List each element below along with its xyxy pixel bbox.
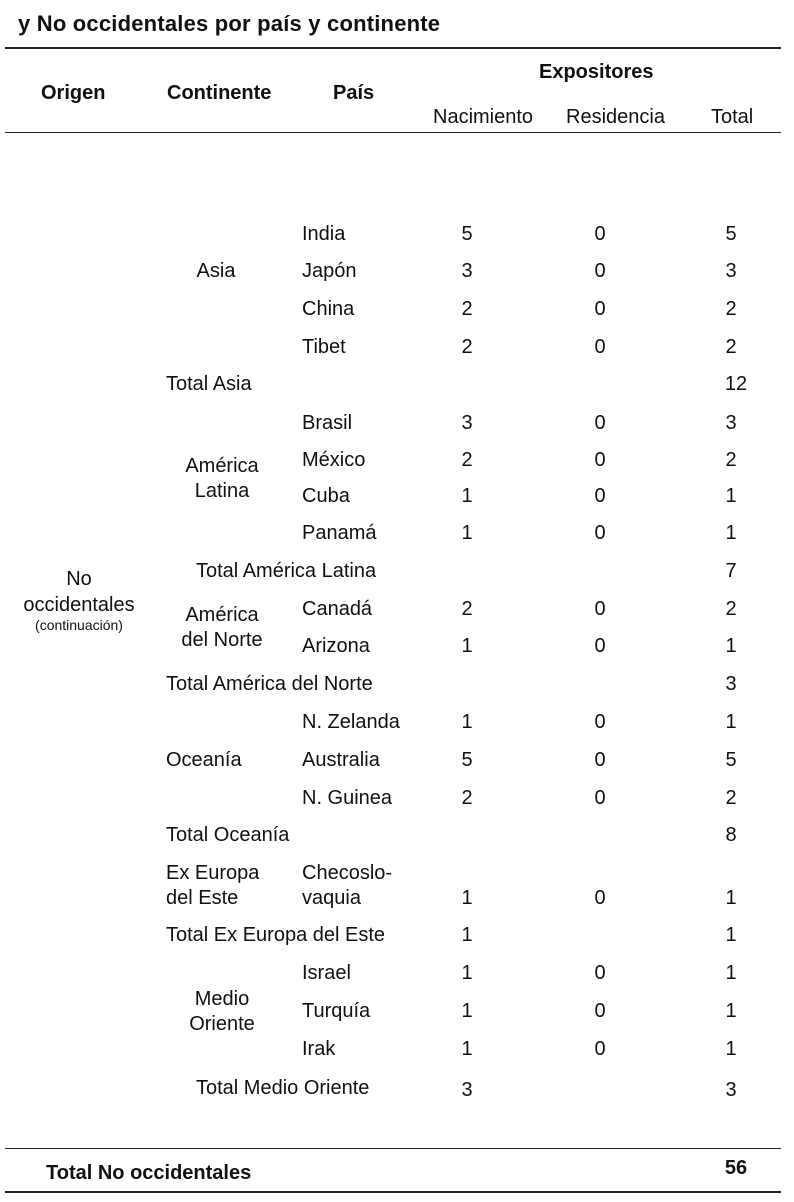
table-cell-residencia: 0 <box>594 412 606 434</box>
table-cell-total: 5 <box>725 223 737 245</box>
table-cell-nacimiento: 1 <box>461 485 473 507</box>
table-cell-residencia: 0 <box>594 1038 606 1060</box>
table-row-pais: N. Zelanda <box>302 711 400 733</box>
table-cell-nacimiento: 1 <box>461 711 473 733</box>
table-cell-total: 1 <box>725 962 737 984</box>
table-row-pais: Arizona <box>302 635 370 657</box>
table-cell-total: 2 <box>725 449 737 471</box>
table-cell-residencia: 0 <box>594 223 606 245</box>
table-row-pais: Cuba <box>302 485 350 507</box>
table-row-pais: Brasil <box>302 412 353 434</box>
header-nacimiento: Nacimiento <box>433 106 534 128</box>
total-asia-value: 12 <box>724 373 748 395</box>
table-cell-total: 1 <box>725 1000 737 1022</box>
table-cell-residencia: 0 <box>594 962 606 984</box>
table-row-pais: Tibet <box>302 336 346 358</box>
table-row-pais-line1: Checoslo- <box>302 862 393 884</box>
table-cell-total: 1 <box>725 485 737 507</box>
continent-exeuropa-line1: Ex Europa <box>166 862 260 884</box>
continent-exeuropa-line2: del Este <box>166 887 239 909</box>
table-row-pais: N. Guinea <box>302 787 393 809</box>
table-cell-residencia: 0 <box>594 449 606 471</box>
header-pais: País <box>333 82 375 104</box>
table-cell-nacimiento: 3 <box>461 260 473 282</box>
table-cell-nacimiento: 3 <box>461 412 473 434</box>
table-cell-total: 2 <box>725 598 737 620</box>
table-cell-nacimiento: 1 <box>461 1038 473 1060</box>
table-row-pais: Irak <box>302 1038 336 1060</box>
table-row-pais: Israel <box>302 962 351 984</box>
table-cell-nacimiento: 1 <box>461 1000 473 1022</box>
table-cell-nacimiento: 2 <box>461 598 473 620</box>
table-cell-nacimiento: 1 <box>461 522 473 544</box>
table-cell-residencia: 0 <box>594 787 606 809</box>
total-norte-label: Total América del Norte <box>166 673 373 695</box>
continent-medio-line2: Oriente <box>189 1013 255 1035</box>
bottom-rule <box>5 1191 781 1193</box>
table-cell-residencia: 0 <box>594 635 606 657</box>
continent-asia: Asia <box>196 260 236 282</box>
table-row-pais: Japón <box>302 260 357 282</box>
table-row-pais: Canadá <box>302 598 373 620</box>
table-cell-total: 1 <box>725 1038 737 1060</box>
table-cell-total: 5 <box>725 749 737 771</box>
continent-medio-line1: Medio <box>194 988 250 1010</box>
total-medio-value: 3 <box>725 1079 737 1101</box>
total-medio-label: Total Medio Oriente <box>196 1077 370 1099</box>
table-cell-residencia: 0 <box>594 749 606 771</box>
table-row-pais: Australia <box>302 749 380 771</box>
table-cell-nacimiento: 1 <box>461 635 473 657</box>
table-row-pais: Panamá <box>302 522 377 544</box>
table-cell-nacimiento: 2 <box>461 336 473 358</box>
table-cell-residencia: 0 <box>594 485 606 507</box>
table-cell-residencia: 0 <box>594 711 606 733</box>
table-cell-total: 1 <box>725 522 737 544</box>
origin-line1: No <box>66 568 92 590</box>
table-cell-total: 1 <box>725 711 737 733</box>
header-expositores: Expositores <box>539 61 654 83</box>
table-cell-nacimiento: 2 <box>461 787 473 809</box>
continent-norte-line1: América <box>185 604 259 626</box>
grand-total-rule <box>5 1148 781 1149</box>
header-total: Total <box>711 106 754 128</box>
table-cell-total: 2 <box>725 787 737 809</box>
total-asia-label: Total Asia <box>166 373 252 395</box>
total-exeuropa-value: 1 <box>725 924 737 946</box>
table-cell-residencia: 0 <box>594 1000 606 1022</box>
table-cell-total: 2 <box>725 298 737 320</box>
grand-total-label: Total No occidentales <box>46 1162 252 1184</box>
total-latam-label: Total América Latina <box>196 560 377 582</box>
continent-oceania: Oceanía <box>166 749 242 771</box>
table-cell-nacimiento: 2 <box>461 449 473 471</box>
header-rule <box>5 132 781 133</box>
table-cell-nacimiento: 5 <box>461 749 473 771</box>
table-cell-nacimiento: 1 <box>461 962 473 984</box>
table-cell-total: 1 <box>725 887 737 909</box>
table-cell-nacimiento: 1 <box>461 887 473 909</box>
total-latam-value: 7 <box>725 560 737 582</box>
table-row-pais: China <box>302 298 355 320</box>
table-title: y No occidentales por país y continente <box>18 11 441 36</box>
table-cell-residencia: 0 <box>594 522 606 544</box>
table-cell-residencia: 0 <box>594 598 606 620</box>
header-origen: Origen <box>41 82 106 104</box>
grand-total-value: 56 <box>724 1157 748 1179</box>
continent-norte-line2: del Norte <box>181 629 263 651</box>
origin-note: (continuación) <box>35 617 123 633</box>
total-oceania-label: Total Oceanía <box>166 824 290 846</box>
total-exeuropa-label: Total Ex Europa del Este <box>166 924 386 946</box>
table-cell-nacimiento: 5 <box>461 223 473 245</box>
continent-latam-line1: América <box>185 455 259 477</box>
total-norte-value: 3 <box>725 673 737 695</box>
total-exeuropa-nacimiento: 1 <box>461 924 473 946</box>
continent-latam-line2: Latina <box>194 480 250 502</box>
total-oceania-value: 8 <box>725 824 737 846</box>
origin-line2: occidentales <box>23 594 135 616</box>
header-continente: Continente <box>167 82 272 104</box>
table-row-pais-line2: vaquia <box>302 887 361 909</box>
table-cell-residencia: 0 <box>594 887 606 909</box>
table-cell-total: 1 <box>725 635 737 657</box>
table-cell-residencia: 0 <box>594 298 606 320</box>
table-cell-nacimiento: 2 <box>461 298 473 320</box>
header-residencia: Residencia <box>566 106 665 128</box>
table-row-pais: India <box>302 223 346 245</box>
table-cell-total: 2 <box>725 336 737 358</box>
total-medio-nacimiento: 3 <box>461 1079 473 1101</box>
table-row-pais: Turquía <box>302 1000 371 1022</box>
table-cell-total: 3 <box>725 260 737 282</box>
table-cell-total: 3 <box>725 412 737 434</box>
top-rule <box>5 47 781 49</box>
table-cell-residencia: 0 <box>594 260 606 282</box>
table-cell-residencia: 0 <box>594 336 606 358</box>
table-row-pais: México <box>302 449 366 471</box>
